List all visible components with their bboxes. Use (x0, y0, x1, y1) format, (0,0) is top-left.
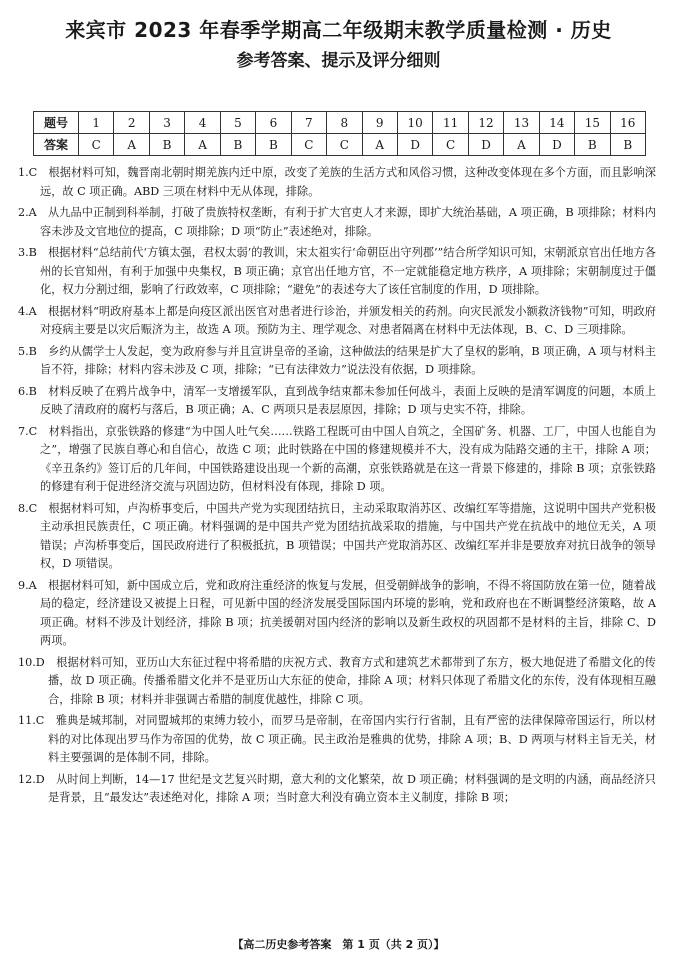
page-footer: 【高二历史参考答案 第 1 页（共 2 页）】 (232, 938, 445, 951)
question-number-cell: 11 (433, 112, 468, 134)
question-number-cell: 6 (256, 112, 291, 134)
answer-cell: A (504, 134, 539, 156)
answer-table-number-label: 题号 (34, 112, 79, 134)
explanation-item: 11.C 雅典是城邦制，对同盟城邦的束缚力较小，而罗马是帝制，在帝国内实行行省制，且有严密的法律保障帝国运行，所以材料的对比体现出罗马作为帝国的优势，故 C 项正确。民主政治是雅典的优势，排除 A 项；B、D 两项与材料主旨无关，材料主要强调的是体制不同，排除。 (18, 714, 656, 764)
question-number-cell: 9 (362, 112, 397, 134)
answer-cell: C (327, 134, 362, 156)
explanation-item: 9.A 根据材料可知，新中国成立后，党和政府注重经济的恢复与发展，但受朝鲜战争的影响，不得不将国防放在第一位，随着战局的稳定，经济建设又被提上日程，可见新中国的经济发展受国际国内环境的影响，党和政府也在不断调整经济策略，故 A 项正确。材料不涉及计划经济，排除 B 项；抗美援朝对国内经济的影响以及新生政权的巩固都不是材料的主旨，排除 C、D 两项。 (18, 578, 656, 647)
answer-cell: C (433, 134, 468, 156)
question-number-cell: 2 (114, 112, 149, 134)
answer-cell: B (575, 134, 610, 156)
answer-table-number-row (34, 112, 646, 134)
explanation-item: 5.B 乡约从儒学士人发起，变为政府参与并且宣讲皇帝的圣谕，这种做法的结果是扩大了皇权的影响，B 项正确，A 项与材料主旨不符，排除；材料内容未涉及 C 项，排除；“已有法律效力”说法没有依据，D 项排除。 (18, 344, 656, 376)
answer-table-answer-row (34, 134, 646, 156)
question-number-cell: 5 (220, 112, 255, 134)
answer-cell: B (256, 134, 291, 156)
explanation-item: 3.B 根据材料“总结前代‘方镇太强，君权太弱’的教训，宋太祖实行‘命朝臣出守列郡’”结合所学知识可知，宋朝派京官出任地方各州的长官知州，有利于加强中央集权，B 项正确；京官出任地方官，不一定就能稳定地方秩序，A 项排除；宋朝制度过于僵化，权力分割过细，影响了行政效率，C 项排除；“避免”的表述夸大了该任官制度的作用，D 项排除。 (18, 246, 656, 296)
question-number-cell: 16 (610, 112, 645, 134)
answer-cell: C (79, 134, 114, 156)
answer-cell: A (362, 134, 397, 156)
question-number-cell: 13 (504, 112, 539, 134)
page-subtitle: 参考答案、提示及评分细则 (236, 51, 441, 71)
explanation-item: 1.C 根据材料可知，魏晋南北朝时期羌族内迁中原，改变了羌族的生活方式和风俗习惯，这种改变体现在多个方面，而且影响深远，故 C 项正确。ABD 三项在材料中无从体现，排除。 (18, 166, 656, 198)
answer-table-answer-label: 答案 (34, 134, 79, 156)
question-number-cell: 10 (397, 112, 432, 134)
answer-cell: B (149, 134, 184, 156)
question-number-cell: 4 (185, 112, 220, 134)
answer-cell: B (220, 134, 255, 156)
explanation-item: 4.A 根据材料“明政府基本上都是向疫区派出医官对患者进行诊治，并颁发相关的药剂。向灾民派发小额救济钱物”可知，明政府对疫病主要是以灾后赈济为主，故选 A 项。预防为主、理学观念、对患者隔离在材料中无法体现，B、C、D 三项排除。 (18, 304, 656, 336)
question-number-cell: 12 (468, 112, 503, 134)
question-number-cell: 14 (539, 112, 574, 134)
explanation-item: 12.D 从时间上判断，14—17 世纪是文艺复兴时期，意大利的文化繁荣，故 D 项正确；材料强调的是文明的内涵，商品经济只是背景，且“最发达”表述绝对化，排除 A 项；当时意大利没有确立资本主义制度，排除 B 项； (18, 772, 656, 804)
question-number-cell: 1 (79, 112, 114, 134)
answer-cell: A (114, 134, 149, 156)
explanation-item: 2.A 从九品中正制到科举制，打破了贵族特权垄断，有利于扩大官吏人才来源，即扩大统治基础，A 项正确，B 项排除；材料内容未涉及文官地位的提高，C 项排除；D 项“防止”表述绝对，排除。 (18, 206, 656, 238)
answer-cell: B (610, 134, 645, 156)
explanation-item: 6.B 材料反映了在鸦片战争中，清军一支增援军队，直到战争结束都未参加任何战斗，表面上反映的是清军调度的问题，本质上反映了清政府的腐朽与落后，B 项正确；A、C 两项只是表层原因，排除；D 项与史实不符，排除。 (18, 384, 656, 416)
answer-cell: A (185, 134, 220, 156)
page-title: 来宾市 2023 年春季学期高二年级期末教学质量检测 · 历史 (65, 18, 612, 42)
question-number-cell: 7 (291, 112, 326, 134)
answer-cell: D (468, 134, 503, 156)
answer-table (33, 111, 646, 156)
question-number-cell: 3 (149, 112, 184, 134)
answer-cell: D (539, 134, 574, 156)
answer-explanations (18, 164, 656, 811)
answer-cell: D (397, 134, 432, 156)
question-number-cell: 8 (327, 112, 362, 134)
answer-cell: C (291, 134, 326, 156)
explanation-item: 8.C 根据材料可知，卢沟桥事变后，中国共产党为实现团结抗日，主动采取取消苏区、改编红军等措施，这说明中国共产党积极主动承担民族责任，C 项正确。材料强调的是中国共产党为团结抗战采取的措施，与中国共产党在抗战中的地位无关，A 项错误；卢沟桥事变后，国民政府进行了积极抵抗，B 项错误；中国共产党取消苏区、改编红军并非是要放弃对抗日战争的领导权，D 项错误。 (18, 501, 656, 570)
explanation-item: 7.C 材料指出，京张铁路的修建“为中国人吐气矣……铁路工程既可由中国人自筑之，全国矿务、机器、工厂，中国人也能自为之”，增强了民族自尊心和自信心，故选 C 项；此时铁路在中国的修建规模并不大，没有成为陆路交通的主干，排除 A 项；《辛丑条约》签订后的几年间，中国铁路建设出现一个新的高潮，京张铁路就是在这一背景下修建的，排除 B 项；京张铁路的修建有利于促进经济交流与巩固边防，但材料没有体现，排除 D 项。 (18, 424, 656, 493)
explanation-item: 10.D 根据材料可知，亚历山大东征过程中将希腊的庆祝方式、教育方式和建筑艺术都带到了东方，极大地促进了希腊文化的传播，故 D 项正确。传播希腊文化并不是亚历山大东征的使命，排除 A 项；材料只体现了希腊文化的东传，没有体现相互融合，排除 B 项；材料并非强调古希腊的制度优越性，排除 C 项。 (18, 655, 656, 706)
question-number-cell: 15 (575, 112, 610, 134)
